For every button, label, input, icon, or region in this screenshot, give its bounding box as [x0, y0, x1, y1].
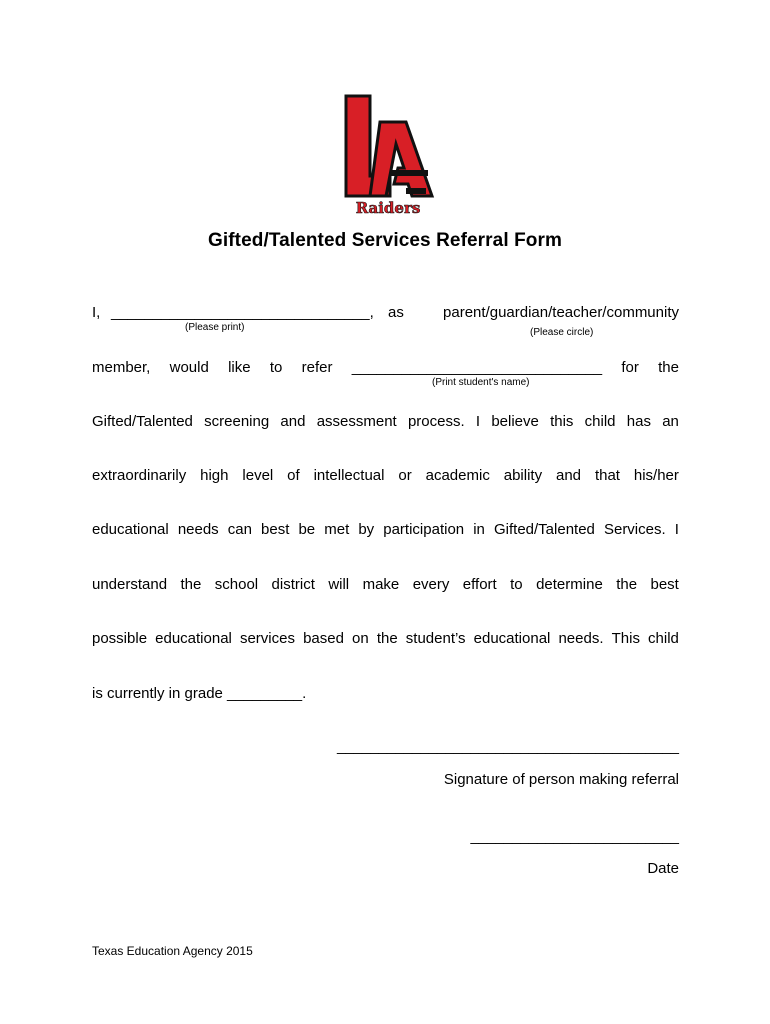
logo-band	[390, 170, 428, 176]
hint-please-print: (Please print)	[185, 322, 245, 333]
body-word: that	[594, 467, 620, 484]
body-word: believe	[491, 413, 539, 430]
body-word: ability	[503, 467, 543, 484]
school-logo	[340, 92, 436, 216]
footer-text: Texas Education Agency 2015	[92, 944, 253, 958]
body-word: determine	[536, 576, 603, 593]
body-word: student’s	[405, 630, 466, 647]
body-word: level	[242, 467, 274, 484]
body-word: This	[611, 630, 640, 647]
body-word: in	[473, 521, 485, 538]
text-i: I,	[92, 304, 101, 321]
body-word: Gifted/Talented	[493, 521, 595, 538]
body-word: best	[650, 576, 679, 593]
text-refer: refer	[301, 359, 333, 376]
body-word: Services.	[603, 521, 666, 538]
text-to: to	[269, 359, 283, 376]
body-word: met	[324, 521, 350, 538]
body-line-1	[92, 413, 679, 430]
student-name-blank[interactable]: ______________________________	[351, 359, 603, 376]
body-word: the	[616, 576, 638, 593]
body-word: I	[475, 413, 481, 430]
body-word: Gifted/Talented	[92, 413, 193, 430]
body-word: educational	[473, 630, 551, 647]
body-word: understand	[92, 576, 168, 593]
body-word: participation	[383, 521, 465, 538]
body-word: child	[584, 413, 616, 430]
referrer-line	[92, 304, 679, 321]
body-word: an	[662, 413, 679, 430]
hint-please-circle: (Please circle)	[530, 327, 594, 338]
date-label: Date	[647, 860, 679, 877]
body-word: and	[280, 413, 306, 430]
grade-line[interactable]: is currently in grade _________.	[92, 685, 307, 702]
text-as: as	[388, 304, 404, 321]
body-word: on	[352, 630, 369, 647]
signature-label: Signature of person making referral	[443, 771, 679, 788]
body-line-5	[92, 630, 679, 647]
body-word: needs.	[558, 630, 604, 647]
body-line-4	[92, 576, 679, 593]
body-word: services	[239, 630, 295, 647]
body-word: screening	[204, 413, 270, 430]
body-word: high	[200, 467, 229, 484]
text-for: for	[621, 359, 639, 376]
text-the: the	[658, 359, 679, 376]
body-word: by	[358, 521, 375, 538]
student-line	[92, 359, 679, 376]
hint-student-name: (Print student's name)	[432, 377, 530, 388]
body-word: child	[648, 630, 679, 647]
body-word: every	[412, 576, 450, 593]
body-word: school	[214, 576, 259, 593]
body-word: will	[328, 576, 350, 593]
role-options[interactable]: parent/guardian/teacher/community	[443, 304, 679, 321]
logo-letter-a	[370, 122, 432, 196]
body-word: his/her	[633, 467, 679, 484]
body-word: educational	[155, 630, 232, 647]
body-word: be	[298, 521, 316, 538]
signature-blank[interactable]: _________________________________________	[336, 738, 679, 755]
body-word: the	[180, 576, 202, 593]
body-word: has	[626, 413, 651, 430]
body-word: can	[227, 521, 252, 538]
body-word: assessment	[316, 413, 397, 430]
body-line-3	[92, 521, 679, 538]
body-word: extraordinarily	[92, 467, 187, 484]
body-word: based	[303, 630, 344, 647]
body-word: process.	[407, 413, 465, 430]
text-member: member,	[92, 359, 151, 376]
logo-tag	[406, 188, 426, 194]
body-word: best	[261, 521, 290, 538]
body-word: academic	[425, 467, 490, 484]
body-word: effort	[462, 576, 497, 593]
form-title: Gifted/Talented Services Referral Form	[207, 230, 562, 251]
body-word: needs	[177, 521, 219, 538]
body-word: and	[556, 467, 582, 484]
logo-script-text: Raiders	[355, 199, 421, 216]
body-word: intellectual	[313, 467, 385, 484]
body-word: district	[271, 576, 315, 593]
text-would: would	[169, 359, 209, 376]
body-word: the	[376, 630, 398, 647]
body-word: I	[674, 521, 679, 538]
body-word: or	[398, 467, 412, 484]
body-word: possible	[92, 630, 148, 647]
body-word: make	[362, 576, 400, 593]
body-word: to	[510, 576, 523, 593]
body-word: educational	[92, 521, 169, 538]
referrer-name-blank[interactable]: _______________________________,	[111, 304, 374, 321]
body-line-2	[92, 467, 679, 484]
date-blank[interactable]: _________________________	[470, 828, 679, 845]
body-word: of	[287, 467, 300, 484]
body-word: this	[550, 413, 574, 430]
text-like: like	[228, 359, 251, 376]
